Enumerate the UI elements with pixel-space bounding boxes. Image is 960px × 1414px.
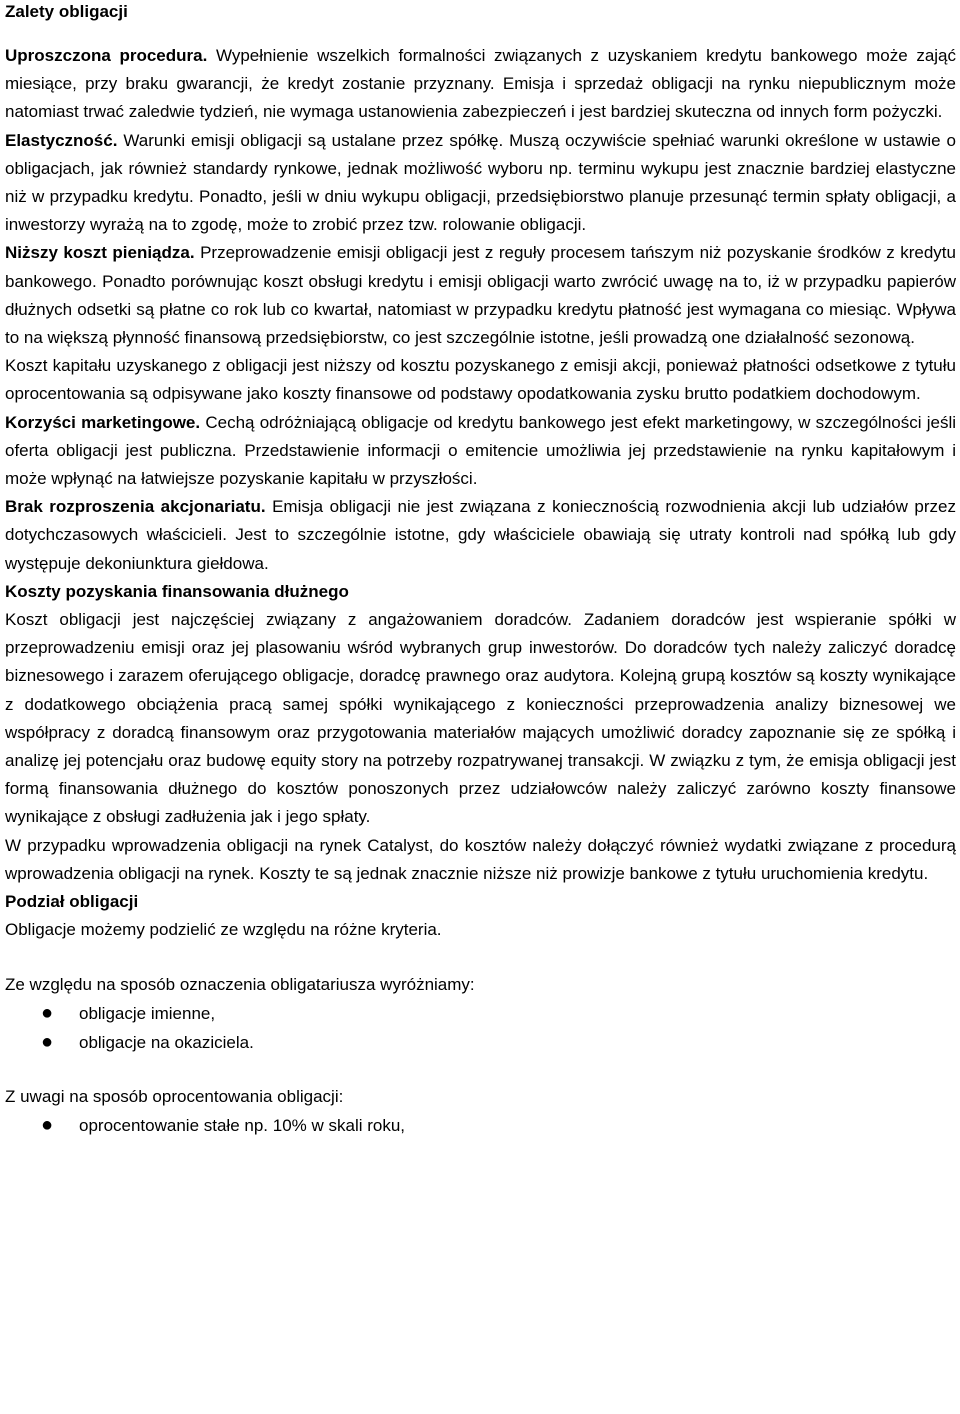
section-heading-division: Podział obligacji: [5, 892, 139, 912]
paragraph-lead: Korzyści marketingowe.: [5, 412, 201, 432]
paragraph-flexibility: [5, 127, 956, 240]
paragraph-lower-cost: [5, 239, 956, 352]
paragraph-text: Cechą odróżniającą obligacje od kredytu bankowego jest efekt marketingowy, w szczególności jeśli oferta obligacji jest publiczna. Przedstawienie informacji o emitencie umożliwia jej przedstawienie na rynku kapitałowym i może wpłynąć na łatwiejsze pozyskanie kapitału w przyszłości.: [5, 412, 957, 489]
bullet-dot-icon: ●: [41, 1001, 54, 1024]
paragraph-lead: Uproszczona procedura.: [5, 46, 208, 65]
list-issuer: [5, 999, 956, 1057]
paragraph-lead: Elastyczność.: [5, 130, 118, 150]
spacer: [5, 945, 956, 971]
list-item: ● obligacje na okaziciela.: [5, 1028, 956, 1057]
paragraph-costs-1: Koszt obligacji jest najczęściej związany z angażowaniem doradców. Zadaniem doradców jest wspieranie spółki w przeprowadzeniu emisji oraz jej plasowaniu wśród wybranych grup inwestorów. Do doradców tych należy zaliczyć doradcę biznesowego i zarazem oferującego obligacje, doradcę prawnego oraz audytora. Kolejną grupą kosztów są koszty wynikające z dodatkowego obciążenia pracą samej spółki wynikającego z konieczności przeprowadzenia analizy biznesowej we współpracy z doradcą finansowym oraz przygotowania materiałów mających umożliwić doradcy zapoznanie się ze spółką i analizę jej potencjału oraz budowę equity story na potrzeby rozpatrywanej transakcji. W związku z tym, że emisja obligacji jest formą finansowania dłużnego do kosztów ponoszonych przez udziałowców należy zaliczyć zarówno koszty finansowe wynikające z obsługi zadłużenia jak i jego spłaty.: [5, 610, 956, 827]
paragraph-text: Wypełnienie wszelkich formalności związanych z uzyskaniem kredytu bankowego może zająć miesiące, przy braku gwarancji, że kredyt zostanie przyznany. Emisja i sprzedaż obligacji na rynku niepublicznym może natomiast trwać zaledwie tydzień, nie wymaga ustanowienia zabezpieczeń i jest bardziej skuteczna od innych form pożyczki.: [5, 46, 957, 122]
paragraph-text: Koszt kapitału uzyskanego z obligacji jest niższy od kosztu pozyskanego z emisji akcji, ponieważ płatności odsetkowe z tytułu oprocentowania są odpisywane jako koszty finansowe od podstawy opodatkowania zysku brutto podatkiem dochodowym.: [5, 356, 956, 404]
list-item: ● oprocentowanie stałe np. 10% w skali roku,: [5, 1111, 956, 1140]
paragraph-lead: Niższy koszt pieniądza.: [5, 243, 195, 263]
paragraph-text: Przeprowadzenie emisji obligacji jest z reguły procesem tańszym niż pozyskanie środków z kredytu bankowego. Ponadto porównując koszt obsługi kredytu i emisji obligacji warto zwrócić uwagę na to, iż w przypadku papierów dłużnych odsetki są płatne co rok lub co kwartał, natomiast w przypadku kredytu płatność jest wymagana co miesiąc. Wpływa to na większą płynność finansową przedsiębiorstw, co jest szczególnie istotne, jeśli prowadzą one działalność sezonową.: [5, 243, 956, 348]
bullet-dot-icon: ●: [41, 1113, 54, 1136]
paragraph-lead: Brak rozproszenia akcjonariatu.: [5, 497, 266, 517]
section-heading-costs: Koszty pozyskania finansowania dłużnego: [5, 581, 349, 601]
paragraph-capital-cost: [5, 352, 956, 408]
paragraph-marketing-benefits: [5, 409, 956, 494]
list-item: ● obligacje imienne,: [5, 999, 956, 1028]
spacer: [5, 1057, 956, 1083]
paragraph-division-intro: Obligacje możemy podzielić ze względu na różne kryteria.: [5, 920, 442, 940]
bullet-dot-icon: ●: [41, 1030, 54, 1053]
list-label-issuer: Ze względu na sposób oznaczenia obligatariusza wyróżniamy:: [5, 974, 475, 994]
list-interest: [5, 1111, 956, 1140]
paragraph-text: Warunki emisji obligacji są ustalane przez spółkę. Muszą oczywiście spełniać warunki określone w ustawie o obligacjach, jak również standardy rynkowe, jednak możliwość wyboru np. terminu wykupu jest znacznie bardziej elastyczne niż w przypadku kredytu. Ponadto, jeśli w dniu wykupu obligacji, przedsiębiorstwo planuje przesunąć termin spłaty obligacji, a inwestorzy wyrażą na to zgodę, może to zrobić przez tzw. rolowanie obligacji.: [5, 130, 956, 235]
page-title: Zalety obligacji: [5, 2, 128, 21]
list-label-interest: Z uwagi na sposób oprocentowania obligacji:: [5, 1086, 344, 1106]
paragraph-no-dilution: [5, 493, 956, 578]
paragraph-simplified-procedure: [5, 42, 956, 127]
paragraph-costs-2: W przypadku wprowadzenia obligacji na rynek Catalyst, do kosztów należy dołączyć również wydatki związane z procedurą wprowadzenia obligacji na rynek. Koszty te są jednak znacznie niższe niż prowizje bankowe z tytułu uruchomienia kredytu.: [5, 835, 956, 883]
paragraph-text: Emisja obligacji nie jest związana z koniecznością rozwodnienia akcji lub udziałów przez dotychczasowych właścicieli. Jest to szczególnie istotne, gdy właściciele obawiają się utraty kontroli nad spółką lub gdy występuje dekoniunktura giełdowa.: [5, 497, 956, 573]
